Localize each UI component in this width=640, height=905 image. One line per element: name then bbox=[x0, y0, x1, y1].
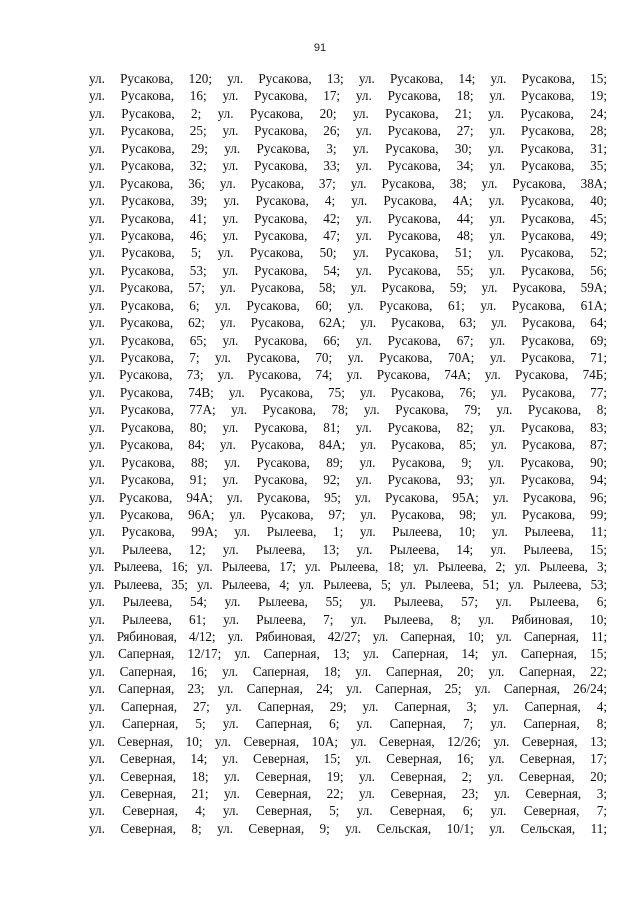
text-line: ул. Русакова, 62; ул. Русакова, 62А; ул. Русакова, 63; ул. Русакова, 64; bbox=[89, 315, 607, 331]
text-line: ул. Рылеева, 16; ул. Рылеева, 17; ул. Рылеева, 18; ул. Рылеева, 2; ул. Рылеева, 3; bbox=[89, 559, 607, 575]
text-line: ул. Северная, 14; ул. Северная, 15; ул. Северная, 16; ул. Северная, 17; bbox=[89, 751, 607, 767]
text-line: ул. Русакова, 6; ул. Русакова, 60; ул. Русакова, 61; ул. Русакова, 61А; bbox=[89, 297, 607, 313]
text-line: ул. Русакова, 41; ул. Русакова, 42; ул. Русакова, 44; ул. Русакова, 45; bbox=[89, 210, 607, 226]
text-line: ул. Северная, 8; ул. Северная, 9; ул. Сельская, 10/1; ул. Сельская, 11; bbox=[89, 820, 607, 836]
text-line: ул. Русакова, 120; ул. Русакова, 13; ул. Русакова, 14; ул. Русакова, 15; bbox=[89, 71, 607, 86]
text-line: ул. Русакова, 16; ул. Русакова, 17; ул. Русакова, 18; ул. Русакова, 19; bbox=[89, 88, 607, 104]
text-line: ул. Русакова, 84; ул. Русакова, 84А; ул. Русакова, 85; ул. Русакова, 87; bbox=[89, 437, 607, 453]
text-line: ул. Рылеева, 35; ул. Рылеева, 4; ул. Рылеева, 5; ул. Рылеева, 51; ул. Рылеева, 53; bbox=[89, 576, 607, 592]
text-line: ул. Русакова, 39; ул. Русакова, 4; ул. Русакова, 4А; ул. Русакова, 40; bbox=[89, 193, 607, 209]
text-line: ул. Саперная, 27; ул. Саперная, 29; ул. Саперная, 3; ул. Саперная, 4; bbox=[89, 698, 607, 714]
text-line: ул. Русакова, 36; ул. Русакова, 37; ул. Русакова, 38; ул. Русакова, 38А; bbox=[89, 175, 607, 191]
text-line: ул. Саперная, 5; ул. Саперная, 6; ул. Саперная, 7; ул. Саперная, 8; bbox=[89, 716, 607, 732]
text-line: ул. Русакова, 25; ул. Русакова, 26; ул. Русакова, 27; ул. Русакова, 28; bbox=[89, 123, 607, 139]
text-line: ул. Русакова, 77А; ул. Русакова, 78; ул. Русакова, 79; ул. Русакова, 8; bbox=[89, 402, 607, 418]
text-line: ул. Русакова, 99А; ул. Рылеева, 1; ул. Рылеева, 10; ул. Рылеева, 11; bbox=[89, 524, 607, 540]
text-line: ул. Русакова, 46; ул. Русакова, 47; ул. Русакова, 48; ул. Русакова, 49; bbox=[89, 227, 607, 243]
text-line: ул. Рябиновая, 4/12; ул. Рябиновая, 42/27; ул. Саперная, 10; ул. Саперная, 11; bbox=[89, 629, 607, 644]
text-line: ул. Русакова, 5; ул. Русакова, 50; ул. Русакова, 51; ул. Русакова, 52; bbox=[89, 245, 607, 261]
text-line: ул. Русакова, 94А; ул. Русакова, 95; ул. Русакова, 95А; ул. Русакова, 96; bbox=[89, 489, 607, 505]
text-line: ул. Русакова, 32; ул. Русакова, 33; ул. Русакова, 34; ул. Русакова, 35; bbox=[89, 158, 607, 174]
text-line: ул. Северная, 10; ул. Северная, 10А; ул. Северная, 12/26; ул. Северная, 13; bbox=[89, 733, 607, 749]
text-line: ул. Саперная, 12/17; ул. Саперная, 13; ул. Саперная, 14; ул. Саперная, 15; bbox=[89, 646, 607, 662]
text-line: ул. Русакова, 29; ул. Русакова, 3; ул. Русакова, 30; ул. Русакова, 31; bbox=[89, 140, 607, 156]
text-line: ул. Русакова, 7; ул. Русакова, 70; ул. Русакова, 70А; ул. Русакова, 71; bbox=[89, 350, 607, 365]
text-line: ул. Русакова, 53; ул. Русакова, 54; ул. Русакова, 55; ул. Русакова, 56; bbox=[89, 262, 607, 278]
text-line: ул. Русакова, 80; ул. Русакова, 81; ул. Русакова, 82; ул. Русакова, 83; bbox=[89, 419, 607, 435]
text-line: ул. Русакова, 96А; ул. Русакова, 97; ул. Русакова, 98; ул. Русакова, 99; bbox=[89, 506, 607, 522]
text-line: ул. Рылеева, 54; ул. Рылеева, 55; ул. Рылеева, 57; ул. Рылеева, 6; bbox=[89, 594, 607, 610]
text-line: ул. Русакова, 88; ул. Русакова, 89; ул. Русакова, 9; ул. Русакова, 90; bbox=[89, 454, 607, 470]
address-list bbox=[89, 70, 607, 837]
page-number: 91 bbox=[313, 42, 327, 54]
text-line: ул. Северная, 4; ул. Северная, 5; ул. Северная, 6; ул. Северная, 7; bbox=[89, 803, 607, 819]
text-line: ул. Русакова, 57; ул. Русакова, 58; ул. Русакова, 59; ул. Русакова, 59А; bbox=[89, 280, 607, 296]
text-line: ул. Русакова, 91; ул. Русакова, 92; ул. Русакова, 93; ул. Русакова, 94; bbox=[89, 472, 607, 488]
text-line: ул. Русакова, 65; ул. Русакова, 66; ул. Русакова, 67; ул. Русакова, 69; bbox=[89, 332, 607, 348]
text-line: ул. Русакова, 73; ул. Русакова, 74; ул. Русакова, 74А; ул. Русакова, 74Б; bbox=[89, 367, 607, 383]
text-line: ул. Русакова, 2; ул. Русакова, 20; ул. Русакова, 21; ул. Русакова, 24; bbox=[89, 105, 607, 121]
text-line: ул. Саперная, 16; ул. Саперная, 18; ул. Саперная, 20; ул. Саперная, 22; bbox=[89, 663, 607, 679]
text-line: ул. Северная, 21; ул. Северная, 22; ул. Северная, 23; ул. Северная, 3; bbox=[89, 785, 607, 801]
text-line: ул. Русакова, 74В; ул. Русакова, 75; ул. Русакова, 76; ул. Русакова, 77; bbox=[89, 384, 607, 400]
text-line: ул. Рылеева, 12; ул. Рылеева, 13; ул. Рылеева, 14; ул. Рылеева, 15; bbox=[89, 541, 607, 557]
text-line: ул. Саперная, 23; ул. Саперная, 24; ул. Саперная, 25; ул. Саперная, 26/24; bbox=[89, 681, 607, 697]
text-line: ул. Северная, 18; ул. Северная, 19; ул. Северная, 2; ул. Северная, 20; bbox=[89, 768, 607, 784]
text-line: ул. Рылеева, 61; ул. Рылеева, 7; ул. Рылеева, 8; ул. Рябиновая, 10; bbox=[89, 611, 607, 627]
